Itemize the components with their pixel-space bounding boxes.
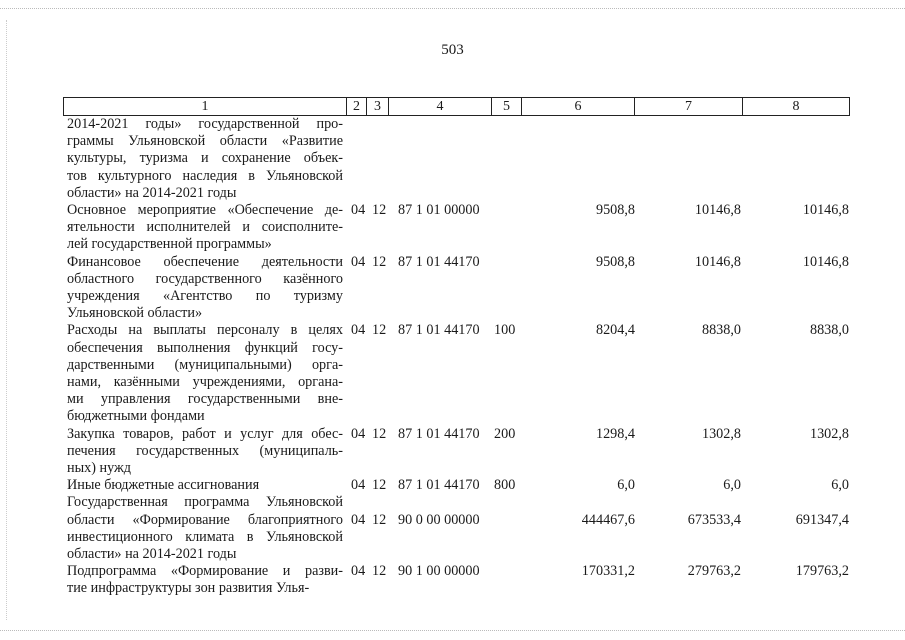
row-description bbox=[67, 426, 343, 478]
description-line: обеспечения выполнения функций госу- bbox=[67, 339, 343, 356]
cell-c2: 04 bbox=[351, 477, 366, 494]
cell-c6: 444467,6 bbox=[581, 511, 635, 528]
description-line: Иные бюджетные ассигнования bbox=[67, 477, 260, 494]
header-col-2: 2 bbox=[347, 98, 367, 115]
cell-c8: 1302,8 bbox=[809, 425, 849, 442]
header-col-1: 1 bbox=[64, 98, 347, 115]
header-col-7: 7 bbox=[635, 98, 743, 115]
cell-c3: 12 bbox=[372, 511, 387, 528]
scan-noise-top bbox=[0, 8, 905, 10]
cell-c3: 12 bbox=[372, 322, 387, 339]
description-line: области» на 2014-2021 годы bbox=[67, 184, 237, 201]
row-description bbox=[67, 563, 343, 597]
cell-c6: 8204,4 bbox=[595, 322, 635, 339]
cell-c6: 6,0 bbox=[617, 477, 635, 494]
description-line: бюджетными фондами bbox=[67, 408, 205, 425]
cell-c4: 87 1 01 44170 bbox=[398, 322, 480, 339]
description-line: ятельности исполнителей и соисполните- bbox=[67, 219, 343, 236]
cell-c3: 12 bbox=[372, 253, 387, 270]
cell-c6: 9508,8 bbox=[595, 253, 635, 270]
row-description bbox=[67, 322, 343, 425]
cell-c5: 800 bbox=[494, 477, 516, 494]
description-line: области «Формирование благоприятного bbox=[67, 511, 343, 528]
description-line: Расходы на выплаты персоналу в целях bbox=[67, 322, 343, 339]
description-line: областного государственного казённого bbox=[67, 270, 343, 287]
cell-c2: 04 bbox=[351, 202, 366, 218]
cell-c7: 10146,8 bbox=[694, 253, 741, 270]
cell-c3: 12 bbox=[372, 563, 387, 580]
cell-c6: 170331,2 bbox=[581, 563, 635, 580]
cell-c3: 12 bbox=[372, 202, 387, 218]
description-line: инвестиционного климата в Ульяновской bbox=[67, 528, 343, 545]
cell-c7: 6,0 bbox=[723, 477, 741, 494]
cell-c2: 04 bbox=[351, 322, 366, 339]
scan-edge bbox=[6, 20, 8, 620]
description-line: Подпрограмма «Формирование и разви- bbox=[67, 563, 343, 580]
cell-c5: 200 bbox=[494, 425, 516, 442]
cell-c5: 100 bbox=[494, 322, 516, 339]
description-line: ных) нужд bbox=[67, 459, 132, 476]
cell-c8: 179763,2 bbox=[795, 563, 849, 580]
cell-c7: 8838,0 bbox=[701, 322, 741, 339]
header-col-3: 3 bbox=[367, 98, 389, 115]
description-line: 2014-2021 годы» государственной про- bbox=[67, 116, 343, 132]
cell-c3: 12 bbox=[372, 477, 387, 494]
description-line: дарственными (муниципальными) орга- bbox=[67, 356, 343, 373]
cell-c7: 279763,2 bbox=[687, 563, 741, 580]
page-number: 503 bbox=[441, 42, 464, 58]
cell-c7: 1302,8 bbox=[701, 425, 741, 442]
row-description bbox=[67, 494, 343, 563]
description-line: нами, казёнными учреждениями, органа- bbox=[67, 373, 343, 390]
cell-c2: 04 bbox=[351, 253, 366, 270]
description-line: культуры, туризма и сохранение объек- bbox=[67, 150, 343, 167]
header-col-6: 6 bbox=[522, 98, 635, 115]
cell-c6: 1298,4 bbox=[595, 425, 635, 442]
row-description bbox=[67, 116, 343, 202]
table-header bbox=[63, 97, 850, 116]
row-description bbox=[67, 202, 343, 254]
cell-c8: 8838,0 bbox=[809, 322, 849, 339]
cell-c8: 6,0 bbox=[831, 477, 849, 494]
cell-c8: 10146,8 bbox=[802, 253, 849, 270]
cell-c4: 90 1 00 00000 bbox=[398, 563, 480, 580]
row-description bbox=[67, 254, 343, 323]
cell-c4: 87 1 01 44170 bbox=[398, 477, 480, 494]
scan-noise-bottom bbox=[0, 630, 905, 632]
cell-c2: 04 bbox=[351, 563, 366, 580]
description-line: Закупка товаров, работ и услуг для обес- bbox=[67, 425, 343, 442]
row-description bbox=[67, 477, 343, 494]
cell-c8: 10146,8 bbox=[802, 202, 849, 218]
description-line: граммы Ульяновской области «Развитие bbox=[67, 133, 343, 150]
cell-c8: 691347,4 bbox=[795, 511, 849, 528]
description-line: области» на 2014-2021 годы bbox=[67, 545, 237, 562]
header-col-4: 4 bbox=[389, 98, 492, 115]
cell-c7: 673533,4 bbox=[687, 511, 741, 528]
description-line: Ульяновской области» bbox=[67, 305, 203, 322]
header-col-5: 5 bbox=[492, 98, 522, 115]
description-line: печения государственных (муниципаль- bbox=[67, 442, 343, 459]
cell-c2: 04 bbox=[351, 425, 366, 442]
description-line: тов культурного наследия в Ульяновской bbox=[67, 167, 343, 184]
description-line: учреждения «Агентство по туризму bbox=[67, 287, 343, 304]
description-line: тие инфраструктуры зон развития Улья- bbox=[67, 580, 310, 597]
cell-c4: 87 1 01 44170 bbox=[398, 253, 480, 270]
cell-c4: 87 1 01 00000 bbox=[398, 202, 480, 218]
cell-c3: 12 bbox=[372, 425, 387, 442]
cell-c4: 90 0 00 00000 bbox=[398, 511, 480, 528]
header-col-8: 8 bbox=[792, 99, 800, 114]
description-line: Государственная программа Ульяновской bbox=[67, 494, 343, 511]
description-line: лей государственной программы» bbox=[67, 236, 272, 253]
cell-c4: 87 1 01 44170 bbox=[398, 425, 480, 442]
description-line: ми управления государственными вне- bbox=[67, 391, 343, 408]
description-line: Финансовое обеспечение деятельности bbox=[67, 253, 343, 270]
cell-c2: 04 bbox=[351, 511, 366, 528]
cell-c6: 9508,8 bbox=[595, 202, 635, 218]
description-line: Основное мероприятие «Обеспечение де- bbox=[67, 202, 343, 218]
cell-c7: 10146,8 bbox=[694, 202, 741, 218]
